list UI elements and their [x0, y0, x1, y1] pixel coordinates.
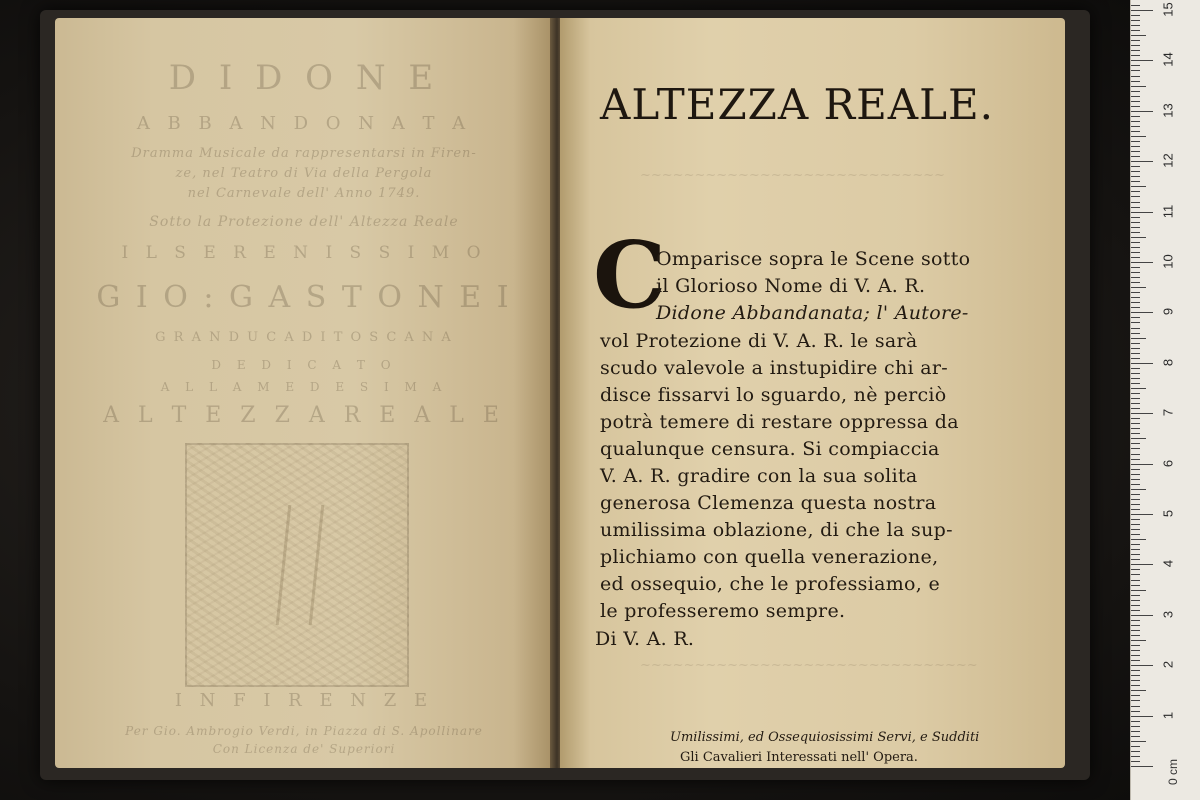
ruler-tick [1131, 196, 1140, 197]
ruler-tick [1131, 716, 1153, 717]
ruler-tick [1131, 474, 1140, 475]
ruler-tick [1131, 70, 1140, 71]
text-line: Omparisce sopra le Scene sotto [656, 248, 971, 270]
ruler-tick [1131, 171, 1140, 172]
ruler-tick [1131, 242, 1140, 243]
ruler-tick [1131, 398, 1140, 399]
ruler-tick [1131, 96, 1140, 97]
ruler-tick [1131, 640, 1146, 641]
ruler-tick [1131, 549, 1140, 550]
ruler-tick [1131, 40, 1140, 41]
ruler-tick [1131, 35, 1146, 36]
ruler-tick [1131, 60, 1153, 61]
text-line: potrà temere di restare oppressa da [600, 411, 959, 433]
ruler-tick [1131, 574, 1140, 575]
ruler-tick [1131, 438, 1146, 439]
ruler-number: 14 [1160, 52, 1176, 68]
ruler-tick [1131, 212, 1153, 213]
ruler-tick [1131, 191, 1140, 192]
ruler-tick [1131, 650, 1140, 651]
ruler-tick [1131, 630, 1140, 631]
ruler-tick [1131, 282, 1140, 283]
ruler-tick [1131, 76, 1140, 77]
ruler-tick [1131, 121, 1140, 122]
ruler-tick [1131, 393, 1140, 394]
ruler-tick [1131, 101, 1140, 102]
ghost-line: D I D O N E [168, 58, 440, 98]
ruler-number: 1 [1160, 711, 1176, 719]
ruler-tick [1131, 81, 1140, 82]
ruler-tick [1131, 761, 1140, 762]
text-line: generosa Clemenza questa nostra [600, 492, 937, 514]
ruler-tick [1131, 670, 1140, 671]
ghost-line: ze, nel Teatro di Via della Pergola [175, 166, 433, 181]
ruler-tick [1131, 257, 1140, 258]
ruler-tick [1131, 358, 1140, 359]
ruler-tick [1131, 353, 1140, 354]
ruler-tick [1131, 499, 1140, 500]
ruler-tick [1131, 267, 1140, 268]
ruler-tick [1131, 564, 1153, 565]
text-line: ed ossequio, che le professiamo, e [600, 573, 940, 595]
ruler-tick [1131, 736, 1140, 737]
ruler-tick [1131, 116, 1140, 117]
ruler-tick [1131, 10, 1153, 11]
ruler-tick [1131, 146, 1140, 147]
page-title: ALTEZZA REALE. [600, 80, 995, 129]
ruler-tick [1131, 5, 1140, 6]
ruler-tick [1131, 519, 1140, 520]
ruler-tick [1131, 302, 1140, 303]
ruler-tick [1131, 217, 1140, 218]
ruler-tick [1131, 489, 1146, 490]
ruler-tick [1131, 181, 1140, 182]
ruler-tick [1131, 559, 1140, 560]
text-line: il Glorioso Nome di V. A. R. [656, 275, 926, 297]
right-page [560, 18, 1065, 768]
text-line: umilissima oblazione, di che la sup- [600, 519, 953, 541]
ruler-tick [1131, 731, 1140, 732]
ruler-tick [1131, 655, 1140, 656]
ruler-tick [1131, 207, 1140, 208]
ruler-tick [1131, 317, 1140, 318]
ruler-number: 8 [1160, 358, 1176, 366]
text-line: Didone Abbandanata; l' Autore- [656, 302, 969, 324]
ghost-line: Sotto la Protezione dell' Altezza Reale [149, 214, 459, 230]
ruler-tick [1131, 600, 1140, 601]
ruler-tick [1131, 232, 1140, 233]
ruler-tick [1131, 469, 1140, 470]
text-line: plichiamo con quella venerazione, [600, 546, 939, 568]
ruler-tick [1131, 383, 1140, 384]
ruler-tick [1131, 484, 1140, 485]
left-page [55, 18, 553, 768]
ruler-tick [1131, 534, 1140, 535]
ghost-text: ~~~~~~~~~~~~~~~~~~~~~~~~~~~~~~~ [640, 658, 978, 673]
ruler-tick [1131, 711, 1140, 712]
ruler-tick [1131, 615, 1153, 616]
ruler-tick [1131, 635, 1140, 636]
closing-line: Di V. A. R. [595, 628, 695, 650]
ruler-tick [1131, 766, 1153, 767]
windmill-image [276, 505, 325, 625]
ruler-tick [1131, 660, 1140, 661]
ruler-unit-label: 0 cm [1166, 758, 1181, 786]
ruler-tick [1131, 322, 1140, 323]
ghost-line: Per Gio. Ambrogio Verdi, in Piazza di S. Apollinare [125, 724, 483, 738]
ruler-tick [1131, 433, 1140, 434]
ruler-tick [1131, 378, 1140, 379]
ghost-line: A B B A N D O N A T A [136, 113, 472, 134]
ruler-number: 12 [1160, 153, 1176, 168]
ruler-number: 13 [1160, 103, 1176, 118]
ruler-tick [1131, 161, 1153, 162]
ruler-tick [1131, 312, 1153, 313]
ruler-number: 5 [1160, 509, 1176, 518]
ruler-tick [1131, 202, 1140, 203]
ruler-tick [1131, 665, 1153, 666]
ruler-tick [1131, 529, 1140, 530]
ruler-tick [1131, 247, 1140, 248]
ruler-tick [1131, 50, 1140, 51]
ruler-tick [1131, 721, 1140, 722]
ruler-tick [1131, 610, 1140, 611]
ruler-tick [1131, 428, 1140, 429]
ruler-tick [1131, 706, 1140, 707]
ruler-tick [1131, 65, 1140, 66]
ruler-tick [1131, 580, 1140, 581]
ruler-tick [1131, 509, 1140, 510]
ruler-tick [1131, 287, 1146, 288]
ruler-tick [1131, 585, 1140, 586]
ruler-tick [1131, 544, 1140, 545]
ruler-tick [1131, 524, 1140, 525]
ruler-number: 6 [1160, 459, 1176, 467]
ghost-text: ~~~~~~~~~~~~~~~~~~~~~~~~~~~~ [640, 168, 945, 183]
ruler-tick [1131, 464, 1153, 465]
ruler-number: 2 [1160, 661, 1176, 669]
ruler-number: 10 [1160, 254, 1176, 269]
ruler-tick [1131, 15, 1140, 16]
ruler-tick [1131, 348, 1140, 349]
ruler-tick [1131, 539, 1146, 540]
ghost-line: A L L A M E D E S I M A [160, 380, 448, 394]
ruler-tick [1131, 459, 1140, 460]
ruler-tick [1131, 605, 1140, 606]
ruler-number: 11 [1160, 204, 1176, 218]
text-line: vol Protezione di V. A. R. le sarà [600, 330, 918, 352]
ruler-tick [1131, 55, 1140, 56]
ruler-tick [1131, 700, 1140, 701]
ruler-tick [1131, 237, 1146, 238]
ghost-line: A L T E Z Z A R E A L E [103, 403, 505, 428]
ruler-tick [1131, 690, 1146, 691]
ruler-tick [1131, 126, 1140, 127]
text-line: scudo valevole a instupidire chi ar- [600, 357, 948, 379]
ruler-tick [1131, 338, 1146, 339]
ruler-tick [1131, 131, 1140, 132]
ruler-tick [1131, 443, 1140, 444]
text-line: le professeremo sempre. [600, 600, 846, 622]
ruler-tick [1131, 418, 1140, 419]
ghost-line: G R A N D U C A D I T O S C A N A [155, 330, 453, 345]
ruler-tick [1131, 413, 1153, 414]
ruler-tick [1131, 222, 1140, 223]
ruler-tick [1131, 756, 1140, 757]
ruler-tick [1131, 726, 1140, 727]
ruler-tick [1131, 25, 1140, 26]
ruler-tick [1131, 186, 1146, 187]
ghost-line: Dramma Musicale da rappresentarsi in Firen- [131, 146, 477, 161]
ruler-tick [1131, 368, 1140, 369]
ruler-tick [1131, 454, 1140, 455]
ruler-tick [1131, 620, 1140, 621]
ruler-tick [1131, 363, 1153, 364]
ghost-line: I N F I R E N Z E [174, 690, 434, 711]
ghost-line: D E D I C A T O [211, 358, 397, 372]
ruler-tick [1131, 554, 1140, 555]
ruler-tick [1131, 141, 1140, 142]
ruler-tick [1131, 297, 1140, 298]
ruler-tick [1131, 479, 1140, 480]
ruler-tick [1131, 680, 1140, 681]
ruler-tick [1131, 333, 1140, 334]
ruler-tick [1131, 695, 1140, 696]
ruler-number: 4 [1160, 560, 1176, 568]
signature-line: Gli Cavalieri Interessati nell' Opera. [680, 750, 918, 765]
text-line: V. A. R. gradire con la sua solita [600, 465, 918, 487]
ruler-tick [1131, 252, 1140, 253]
ruler-number: 3 [1160, 610, 1176, 618]
ruler-tick [1131, 262, 1153, 263]
ruler-tick [1131, 504, 1140, 505]
ruler-tick [1131, 45, 1140, 46]
ruler-tick [1131, 645, 1140, 646]
ruler-tick [1131, 388, 1146, 389]
ruler-tick [1131, 20, 1140, 21]
ruler-number: 7 [1160, 409, 1176, 417]
ruler-tick [1131, 156, 1140, 157]
ruler-tick [1131, 569, 1140, 570]
ruler-tick [1131, 373, 1140, 374]
ruler-tick [1131, 272, 1140, 273]
ghost-line: I L S E R E N I S S I M O [121, 243, 487, 263]
ruler-tick [1131, 307, 1140, 308]
ruler-tick [1131, 106, 1140, 107]
ruler-tick [1131, 86, 1146, 87]
ruler-tick [1131, 741, 1146, 742]
ruler-tick [1131, 151, 1140, 152]
text-line: disce fissarvi lo sguardo, nè perciò [600, 384, 947, 406]
signature-line: Umilissimi, ed Ossequiosissimi Servi, e Sudditi [670, 730, 980, 745]
ruler-tick [1131, 746, 1140, 747]
ruler-number: 9 [1160, 308, 1176, 316]
drop-cap: C [593, 221, 667, 329]
ghost-line: G I O : G A S T O N E I [96, 280, 512, 315]
ruler-tick [1131, 595, 1140, 596]
ruler-tick [1131, 494, 1140, 495]
woodcut-illustration [185, 443, 409, 687]
ruler-tick [1131, 625, 1140, 626]
ruler-tick [1131, 514, 1153, 515]
ruler-tick [1131, 227, 1140, 228]
ruler-tick [1131, 111, 1153, 112]
ruler-tick [1131, 30, 1140, 31]
ruler-tick [1131, 685, 1140, 686]
ruler-tick [1131, 166, 1140, 167]
ruler-tick [1131, 751, 1140, 752]
ruler-tick [1131, 328, 1140, 329]
ghost-line: nel Carnevale dell' Anno 1749. [187, 186, 421, 201]
ruler-number: 15 [1160, 2, 1176, 17]
ruler-tick [1131, 403, 1140, 404]
ghost-line: Con Licenza de' Superiori [212, 742, 396, 756]
ruler-tick [1131, 408, 1140, 409]
ruler-tick [1131, 448, 1140, 449]
ruler-tick [1131, 292, 1140, 293]
ruler-tick [1131, 423, 1140, 424]
ruler-tick [1131, 136, 1146, 137]
ruler-tick [1131, 590, 1146, 591]
ruler-tick [1131, 176, 1140, 177]
ruler-tick [1131, 91, 1140, 92]
ruler-tick [1131, 343, 1140, 344]
text-line: qualunque censura. Si compiaccia [600, 438, 940, 460]
ruler-tick [1131, 675, 1140, 676]
ruler-tick [1131, 277, 1140, 278]
